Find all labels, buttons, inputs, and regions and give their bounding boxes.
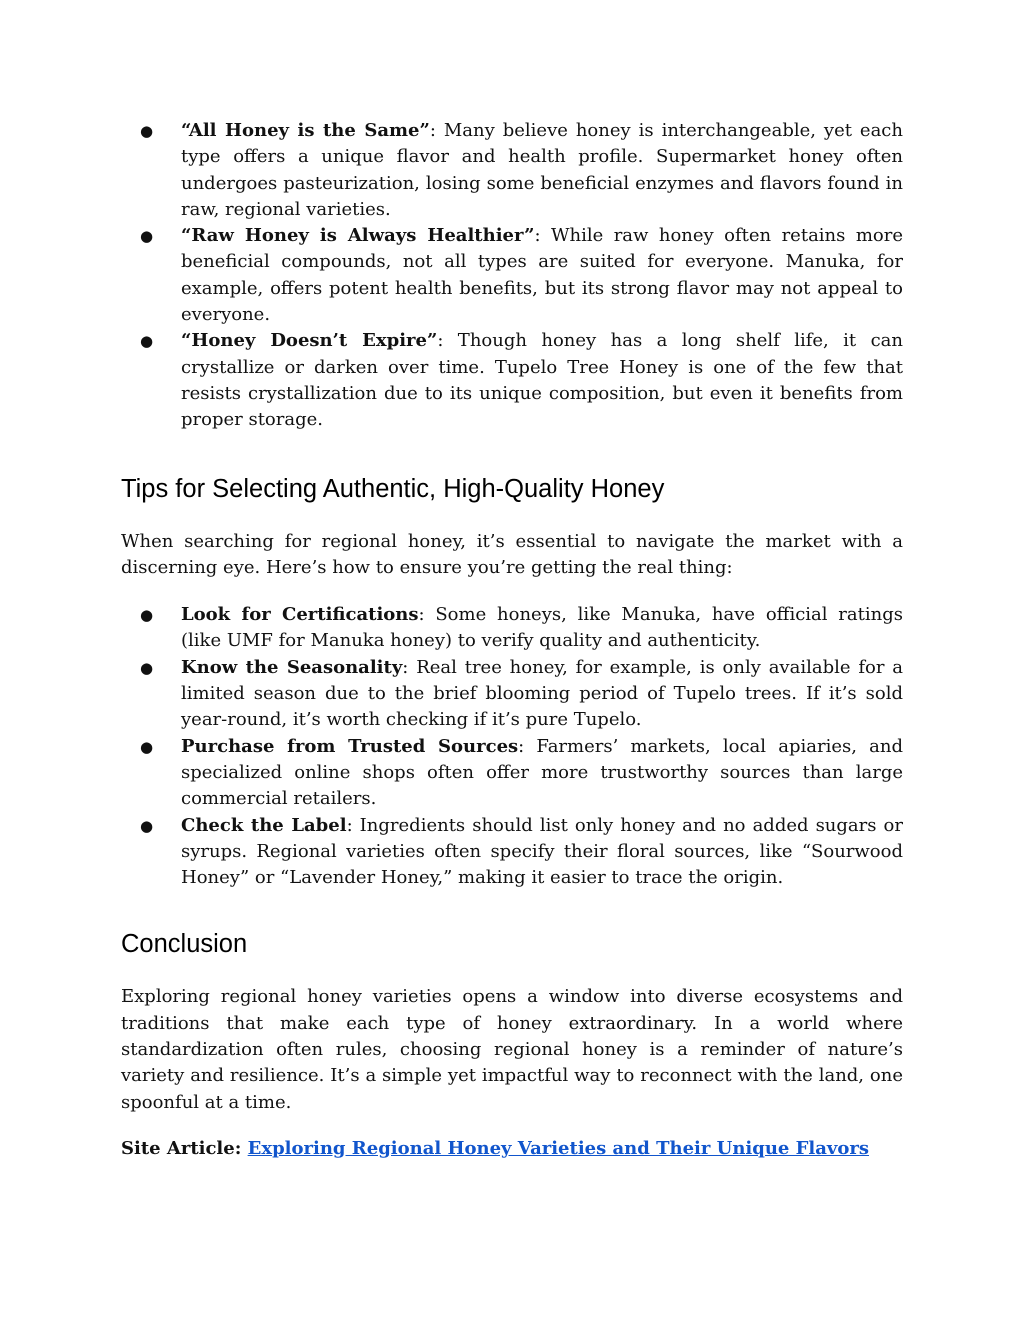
conclusion-text: Exploring regional honey varieties opens a window into diverse ecosystems and traditions that make each type of honey extraordinary. In a world where standardization often rules, choosing regional honey is a reminder of nature’s variety and resilience. It’s a simple yet impactful way to reconnect with the land, one spoonful at a time. (121, 986, 903, 1113)
tip-text: : Ingredients should list only honey and no added sugars or syrups. Regional varieties often specify their floral sources, like “Sourwood Honey” or “Lavender Honey,” making it easier to trace the origin. (181, 814, 903, 889)
myth-text: : Many believe honey is interchangeable, yet each type offers a unique flavor and health profile. Supermarket honey often undergoes pasteurization, losing some beneficial enzymes and flavors found in raw, regional varieties. (181, 120, 903, 220)
myth-title: “All Honey is the Same” (181, 120, 430, 141)
myth-title: “Honey Doesn’t Expire” (181, 330, 438, 352)
tips-intro: When searching for regional honey, it’s essential to navigate the market with a discerning eye. Here’s how to ensure you’re getting the real thing: (121, 530, 903, 578)
tip-title: Purchase from Trusted Sources (181, 735, 519, 757)
tip-title: Know the Seasonality (181, 656, 403, 678)
list-item (121, 655, 903, 734)
site-article-link[interactable]: Exploring Regional Honey Varieties and Their Unique Flavors (247, 1137, 870, 1159)
tips-heading: Tips for Selecting Authentic, High-Quality Honey (121, 474, 665, 503)
bullet-icon: ● (140, 606, 154, 625)
document-page (121, 118, 903, 1162)
list-item (121, 813, 903, 892)
tip-title: Look for Certifications (181, 604, 419, 626)
myths-list (121, 118, 903, 434)
bullet-icon: ● (140, 227, 154, 246)
tip-text: : Some honeys, like Manuka, have official ratings (like UMF for Manuka honey) to verify quality and authenticity. (181, 604, 903, 652)
list-item (121, 328, 903, 433)
site-article-label: Site Article: (121, 1137, 248, 1159)
tip-text: : Real tree honey, for example, is only available for a limited season due to the brief blooming period of Tupelo trees. If it’s sold year-round, it’s worth checking if it’s pure Tupelo. (181, 656, 903, 731)
list-item (121, 223, 903, 328)
list-item (121, 734, 903, 813)
conclusion-heading: Conclusion (121, 930, 248, 959)
list-item (121, 118, 903, 223)
bullet-icon: ● (140, 122, 154, 140)
site-article-line (121, 1136, 903, 1162)
tips-list (121, 602, 903, 891)
myth-text: : While raw honey often retains more beneficial compounds, not all types are suited for everyone. Manuka, for example, offers potent health benefits, but its strong flavor may not appeal to everyone. (181, 225, 903, 326)
bullet-icon: ● (140, 816, 154, 835)
bullet-icon: ● (140, 332, 154, 351)
list-item (121, 602, 903, 655)
bullet-icon: ● (140, 737, 154, 756)
myth-title: “Raw Honey is Always Healthier” (181, 225, 535, 247)
myth-text: : Though honey has a long shelf life, it can crystallize or darken over time. Tupelo Tree Honey is one of the few that resists crystallization due to its unique composition, but even it benefits from proper storage. (181, 330, 903, 431)
tip-text: : Farmers’ markets, local apiaries, and specialized online shops often offer more trustworthy sources than large commercial retailers. (181, 735, 903, 810)
bullet-icon: ● (140, 658, 154, 677)
tip-title: Check the Label (181, 814, 347, 836)
